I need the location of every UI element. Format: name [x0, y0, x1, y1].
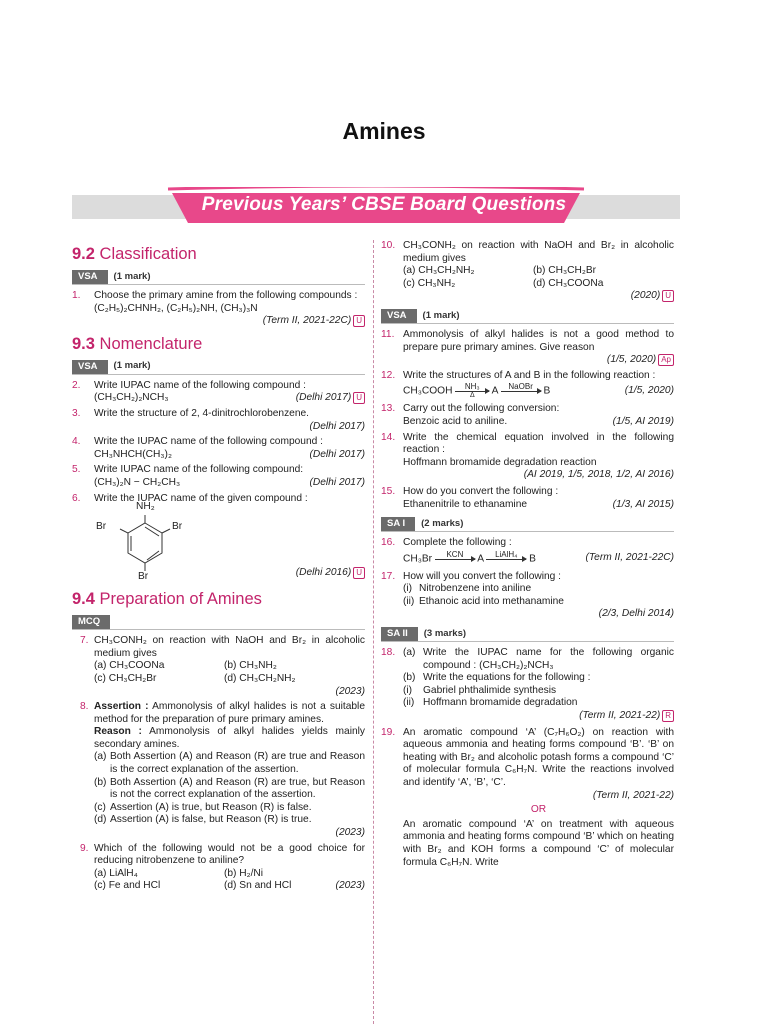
- question-2: 2. Write IUPAC name of the following compound : (CH₃CH₂)₂NCH₃ (Delhi 2017) U: [72, 380, 365, 405]
- question-18: 18. (a) Write the IUPAC name for the following organic compound : (CH₃CH₂)₂NCH₃ (b) Write the equations for the following : (i) Gabriel phthalimide synthesis (ii) Hoffmann bromamide degradation (Term II, 2021-22) R: [381, 647, 674, 722]
- question-8: 8. Assertion : Ammonolysis of alkyl halides is not a suitable method for the preparation of pure primary amines. Reason : Ammonolysis of alkyl halides yields mainly secondary amines. (a) Both Assertion (A) and Reason (R) are true and Reason is the correct explanation of the assertion. (b) Both Assertion (A) and Reason (R) are true, but Reason is not the correct explanation of the assertion. (c) Assertion (A) is true, but Reason (R) is false. (d) Assertion (A) is false, but Reason (R) is true. (2023): [80, 701, 365, 839]
- question-4: 4. Write the IUPAC name of the following compound : CH₃NHCH(CH₃)₂ (Delhi 2017): [72, 436, 365, 460]
- question-12: 12. Write the structures of A and B in the following reaction : CH₃COOH $\frac{\text{NH₃}}{\Delta}$ A NaOBr B (1/5, 2020): [381, 369, 674, 400]
- question-11: 11. Ammonolysis of alkyl halides is not a good method to prepare pure primary amines. Give reason (1/5, 2020) Ap: [381, 328, 674, 366]
- tag-vsa: VSA (1 mark): [72, 360, 365, 375]
- tag-sa2: SA II (3 marks): [381, 627, 674, 642]
- question-1: 1. Choose the primary amine from the following compounds : (C₂H₅)₂CHNH₂, (C₂H₅)₂NH, (CH₃)₃N (Term II, 2021-22C) U: [72, 290, 365, 328]
- tag-sa1: SA I (2 marks): [381, 517, 674, 532]
- question-16: 16. Complete the following : CH₃Br KCN A LiAlH₄ B (Term II, 2021-22C): [381, 537, 674, 565]
- question-13: 13. Carry out the following conversion: Benzoic acid to aniline. (1/5, AI 2019): [381, 403, 674, 427]
- question-15: 15. How do you convert the following : Ethanenitrile to ethanamine (1/3, AI 2015): [381, 485, 674, 510]
- left-column: [72, 240, 365, 896]
- question-14: 14. Write the chemical equation involved in the following reaction : Hoffmann bromamide degradation reaction (AI 2019, 1/5, 2018, 1/2, AI 2016): [381, 431, 674, 481]
- section-heading: 9.3 Nomenclature: [72, 334, 203, 353]
- question-19: 19. An aromatic compound ‘A’ (C₇H₆O₂) on reaction with aqueous ammonia and heating forms compound ‘B’. ‘B’ on heating with Br₂ and alcoholic potash forms a compound ‘C’ of molecular formula C₆H₇N. Write the reactions involved and identify ‘A’, ‘B’, ‘C’. (Term II, 2021-22) OR An aromatic compound ‘A’ on treatment with aqueous ammonia and heating forms compound ‘B’ which on heating with Br₂ and KOH forms a compound ‘C’ of molecular formula C₆H₇N. Write: [381, 726, 674, 868]
- tag-mcq: MCQ: [72, 615, 365, 630]
- right-column: [381, 240, 674, 872]
- tag-vsa: VSA (1 mark): [381, 309, 674, 324]
- page-title: Amines: [342, 118, 426, 144]
- banner-title: Previous Years’ CBSE Board Questions: [201, 194, 567, 215]
- question-7: 7. CH₃CONH₂ on reaction with NaOH and Br₂ in alcoholic medium gives (a) CH₃COONa (b) CH₃NH₂ (c) CH₃CH₂Br (d) CH₃CH₂NH₂ (2023): [80, 635, 365, 697]
- question-17: 17. How will you convert the following : (i) Nitrobenzene into aniline (ii) Ethanoic acid into methanamine (2/3, Delhi 2014): [381, 570, 674, 620]
- badge-u: U: [353, 315, 365, 327]
- section-heading: 9.2 Classification: [72, 245, 197, 263]
- question-5: 5. Write IUPAC name of the following compound: (CH₃)₂N − CH₂CH₃ (Delhi 2017): [72, 464, 365, 488]
- tag-vsa: VSA (1 mark): [72, 270, 365, 285]
- column-divider: [373, 240, 374, 1024]
- question-6: 6. Write the IUPAC name of the given compound : NH₂ Br Br Br (Delhi 2016) U: [72, 493, 365, 584]
- section-heading: 9.4 Preparation of Amines: [72, 590, 262, 609]
- question-10: 10. CH₃CONH₂ on reaction with NaOH and Br₂ in alcoholic medium gives (a) CH₃CH₂NH₂ (b) CH₃CH₂Br (c) CH₃NH₂ (d) CH₃COONa (2020) U: [381, 240, 674, 302]
- question-9: 9. Which of the following would not be a good choice for reducing nitrobenzene to aniline? (a) LiAlH₄ (b) H₂/Ni (c) Fe and HCl (d) Sn and HCl (2023): [80, 842, 365, 892]
- question-3: 3. Write the structure of 2, 4-dinitrochlorobenzene. (Delhi 2017): [72, 407, 365, 432]
